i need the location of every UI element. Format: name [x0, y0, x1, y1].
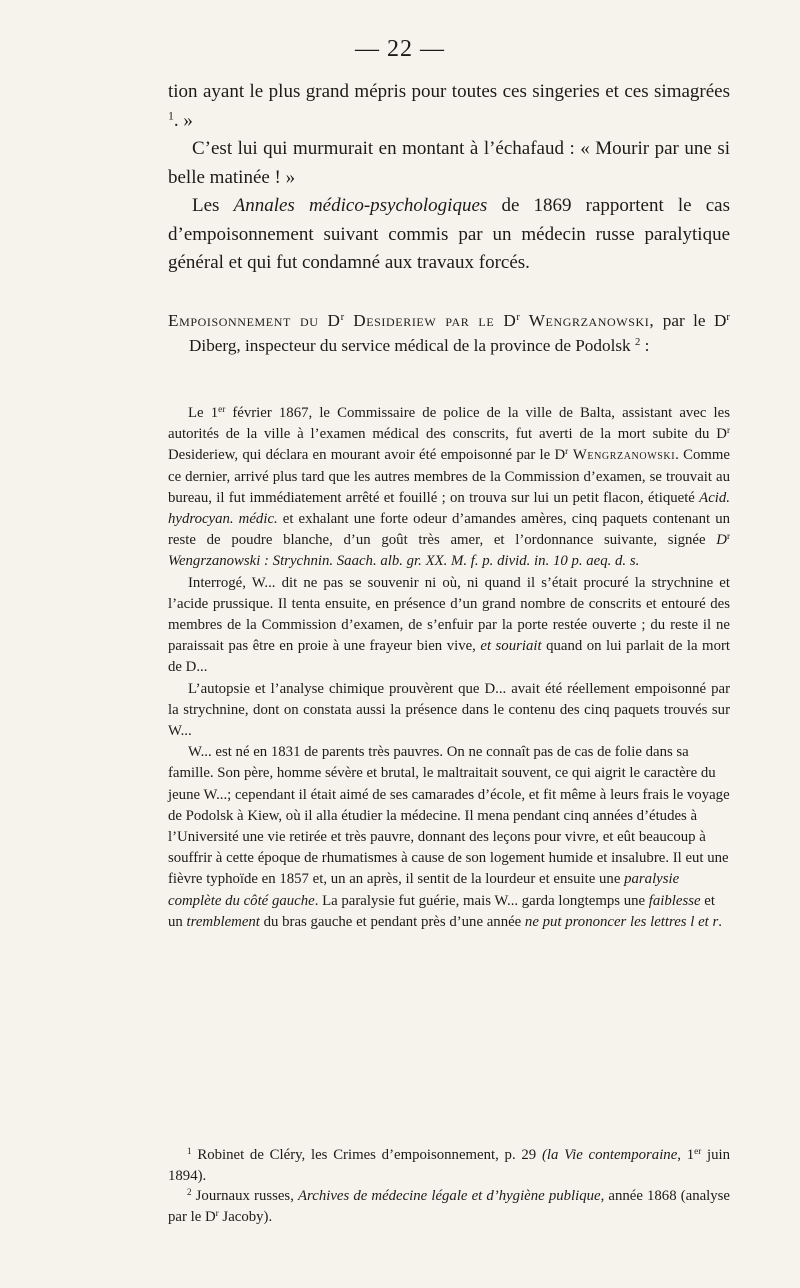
text-run: , 1 [677, 1147, 695, 1163]
text-run-italic: Archives de médecine légale et d’hygiène publique [298, 1188, 601, 1204]
heading-run-4: par le D [654, 311, 727, 330]
case-paragraph-3: L’autopsie et l’analyse chimique prouvèrent que D... avait été réellement empoisonné par la strychnine, dont on constata aussi la présence dans le contenu des cinq paquets trouvés sur W... [168, 680, 730, 740]
text-sup: r [215, 1207, 219, 1218]
footnote-ref-1[interactable]: 1 [168, 109, 174, 123]
case-paragraph-2 [168, 573, 730, 679]
text-run: Desideriew, qui déclara en mourant avoir été empoisonné par le D [168, 447, 566, 464]
lead-paragraph-1 [168, 78, 730, 135]
text-run: Le 1 [188, 405, 219, 421]
prescription-text: Wengrzanowski : Strychnin. Saach. alb. gr. XX. M. f. p. divid. in. 10 p. aeq. d. s. [168, 553, 640, 570]
lead-paragraph-2: C’est lui qui murmurait en montant à l’échafaud : « Mourir par une si belle matinée ! » [168, 138, 730, 188]
lead-text [168, 78, 730, 278]
text-sup: r [565, 446, 569, 457]
text-run: Interrogé, W... dit ne pas se souvenir ni où, ni quand il s’était procuré la strychnine et l’acide prussique. Il tenta ensuite, en présence d’un grand nombre de conscrits et entouré des membres de la Commission d’examen, de s’enfuir par la porte restée ouverte ; du reste il ne paraissait pas être en proie à une frayeur bien vive, [168, 574, 730, 655]
text-run-italic: faiblesse [648, 892, 701, 909]
journal-title: Annales médico-psychologiques [233, 195, 488, 216]
heading-end: : [640, 336, 650, 355]
text-run-italic: ne put prononcer les lettres l et r [524, 913, 719, 930]
heading-run-1: Empoisonnement du D [168, 311, 341, 330]
text-sup: er [694, 1145, 702, 1156]
text-run: et exhalant une forte odeur d’amandes amères, cinq paquets contenant un reste de poudre blanche, d’un goût très amer, et l’ordonnance suivante, signée [168, 511, 730, 549]
footnote-2 [168, 1186, 730, 1227]
text-run-italic: D [716, 532, 727, 549]
text-sup: r [726, 531, 730, 542]
page-number: — 22 — [355, 36, 445, 62]
lead-paragraph-3 [168, 192, 730, 278]
footnote-1 [168, 1145, 730, 1186]
heading-sup-2: r [516, 312, 520, 324]
heading-sup-3: r [726, 312, 730, 324]
case-paragraph-4 [168, 742, 730, 933]
case-paragraph-1 [168, 403, 730, 573]
text-run-italic: tremblement [186, 913, 260, 930]
lead-p3-before: Les [192, 195, 234, 216]
text-run: , année 1868 (analyse par le D [168, 1188, 730, 1225]
text-run: Jacoby). [218, 1208, 273, 1225]
text-run: . La paralysie fut guérie, mais W... garda longtemps une [314, 892, 649, 909]
text-run: juin 1894). [168, 1147, 731, 1184]
text-sup: r [726, 425, 730, 436]
heading-run-5: Diberg, inspecteur du service médical de la province de Podolsk [189, 336, 631, 355]
text-run-italic: et souriait [480, 638, 542, 655]
text-run: et un [168, 892, 715, 930]
lead-text-run-end: . » [173, 109, 193, 131]
text-run: février 1867, le Commissaire de police de la ville de Balta, assistant avec les autorités de la ville à l’examen médical des conscrits, fut averti de la mort subite du D [168, 405, 730, 443]
footnotes [168, 1145, 730, 1227]
heading-sup-1: r [340, 312, 345, 324]
case-heading-text [168, 308, 730, 358]
case-body [168, 403, 730, 933]
text-sup: er [218, 403, 226, 414]
text-run-smallcaps: Wengrzanowski [568, 447, 676, 464]
footnote-mark-1: 1 [187, 1145, 192, 1156]
text-run: Robinet de Cléry, les Crimes d’empoisonnement, p. 29 [191, 1147, 542, 1163]
heading-run-3: Wengrzanowski, [519, 311, 655, 330]
text-run: du bras gauche et pendant près d’une année [259, 913, 525, 930]
heading-run-2: Desideriew par le D [344, 311, 517, 330]
text-run-italic: (la Vie contemporaine [541, 1147, 678, 1163]
text-run: W... est né en 1831 de parents très pauvres. On ne connaît pas de cas de folie dans sa famille. Son père, homme sévère et brutal, le maltraitait souvent, ce qui aigrit le caractère du jeune W...; cependant il était aimé de ses camarades d’école, et fit même à leurs frais le voyage de Podolsk à Kiew, où il alla étudier la médecine. Il mena pendant cinq années d’études à l’Université une vie retirée et très pauvre, donnant des leçons pour vivre, et eût beaucoup à souffrir à cette époque de rhumatismes à cause de son logement humide et insalubre. Il eut une fièvre typhoïde en 1857 et, un an après, il sentit de la lourdeur et ensuite une [168, 744, 730, 888]
lead-text-run: tion ayant le plus grand mépris pour toutes ces singeries et ces simagrées [168, 81, 730, 102]
text-run-italic: Acid. hydrocyan. médic. [168, 489, 730, 528]
text-run: Journaux russes, [191, 1188, 298, 1204]
text-run: . [718, 913, 722, 930]
footnote-ref-2[interactable]: 2 [634, 337, 641, 349]
case-heading [168, 308, 730, 358]
lead-p3-after: de 1869 rapportent le cas d’empoisonnement suivant commis par un médecin russe paralytique général et qui fut condamné aux travaux forcés. [168, 195, 731, 273]
text-run: . Comme ce dernier, arrivé plus tard que les autres membres de la Commission d’examen, se trouvait au bureau, il fut immédiatement arrêté et fouillé ; on trouva sur lui un petit flacon, étiqueté [168, 447, 730, 506]
footnote-mark-2: 2 [187, 1186, 192, 1197]
text-run-italic: paralysie complète du côté gauche [168, 871, 680, 909]
text-run: quand on lui parlait de la mort de D... [168, 638, 731, 676]
